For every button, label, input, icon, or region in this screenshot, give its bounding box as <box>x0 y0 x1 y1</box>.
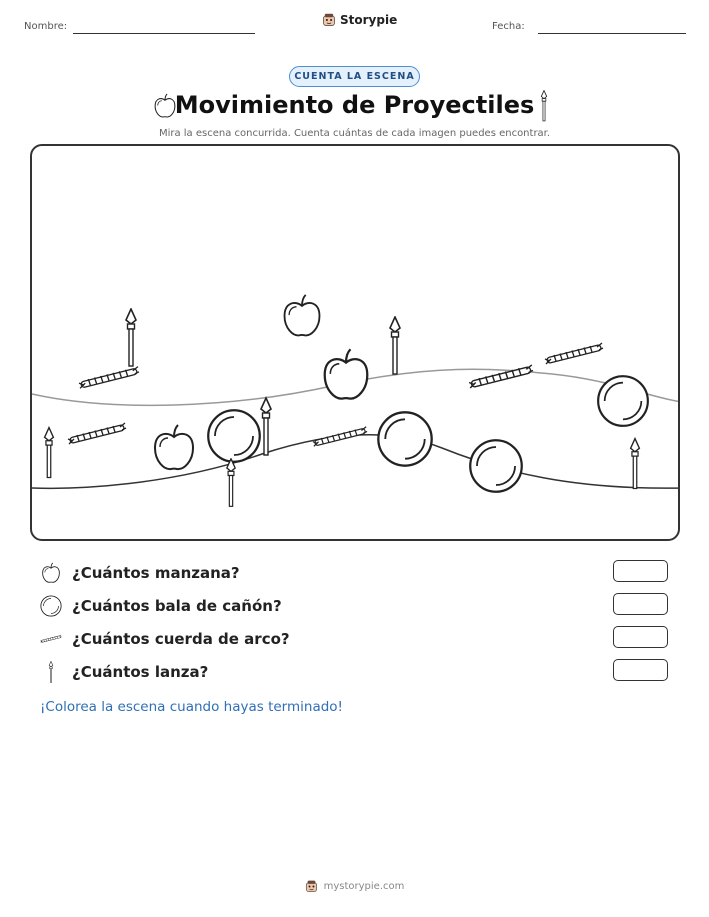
apple-icon <box>155 425 193 469</box>
question-text: ¿Cuántos lanza? <box>72 663 209 681</box>
counting-scene <box>30 144 680 541</box>
bowstring-icon <box>68 423 126 444</box>
brand-name: Storypie <box>340 13 398 27</box>
question-row <box>40 627 290 651</box>
spear-icon <box>390 317 400 374</box>
spear-icon <box>261 398 271 455</box>
cannonball-icon <box>598 376 648 426</box>
spear-icon <box>537 90 551 122</box>
spear-icon <box>40 661 62 683</box>
answer-box-apple[interactable] <box>613 560 668 582</box>
name-label: Nombre: <box>24 21 68 32</box>
brand-logo <box>322 13 397 27</box>
question-row <box>40 594 282 618</box>
cannonball-icon <box>378 412 431 465</box>
answer-box-bowstring[interactable] <box>613 626 668 648</box>
question-row <box>40 660 208 684</box>
page-subtitle: Mira la escena concurrida. Cuenta cuántas de cada imagen puedes encontrar. <box>158 128 551 139</box>
scene-drawing <box>32 146 680 541</box>
bowstring-icon <box>313 427 367 447</box>
spear-icon <box>45 428 54 478</box>
bowstring-icon <box>469 365 533 388</box>
question-text: ¿Cuántos bala de cañón? <box>72 597 282 615</box>
footer-url[interactable]: mystorypie.com <box>323 881 405 892</box>
color-instruction: ¡Colorea la escena cuando hayas terminado! <box>40 699 343 715</box>
footer <box>0 880 709 893</box>
mascot-icon <box>305 880 318 893</box>
answer-box-cannonball[interactable] <box>613 593 668 615</box>
question-row <box>40 561 240 585</box>
apple-icon <box>40 562 62 584</box>
cannonball-icon <box>208 410 260 462</box>
activity-badge: CUENTA LA ESCENA <box>289 66 420 87</box>
bowstring-icon <box>545 343 603 364</box>
date-field[interactable] <box>538 33 686 34</box>
mascot-icon <box>322 13 336 27</box>
spear-icon <box>126 309 136 366</box>
bowstring-icon <box>40 628 62 650</box>
name-field[interactable] <box>73 33 255 34</box>
spear-icon <box>227 459 235 507</box>
apple-icon <box>285 295 320 336</box>
bowstring-icon <box>79 367 139 389</box>
apple-icon <box>325 349 368 398</box>
date-label: Fecha: <box>492 21 525 32</box>
question-text: ¿Cuántos cuerda de arco? <box>72 630 290 648</box>
question-text: ¿Cuántos manzana? <box>72 564 240 582</box>
spear-icon <box>631 439 640 489</box>
answer-box-spear[interactable] <box>613 659 668 681</box>
page-title: Movimiento de Proyectiles <box>174 91 535 119</box>
cannonball-icon <box>40 595 62 617</box>
cannonball-icon <box>470 440 522 492</box>
